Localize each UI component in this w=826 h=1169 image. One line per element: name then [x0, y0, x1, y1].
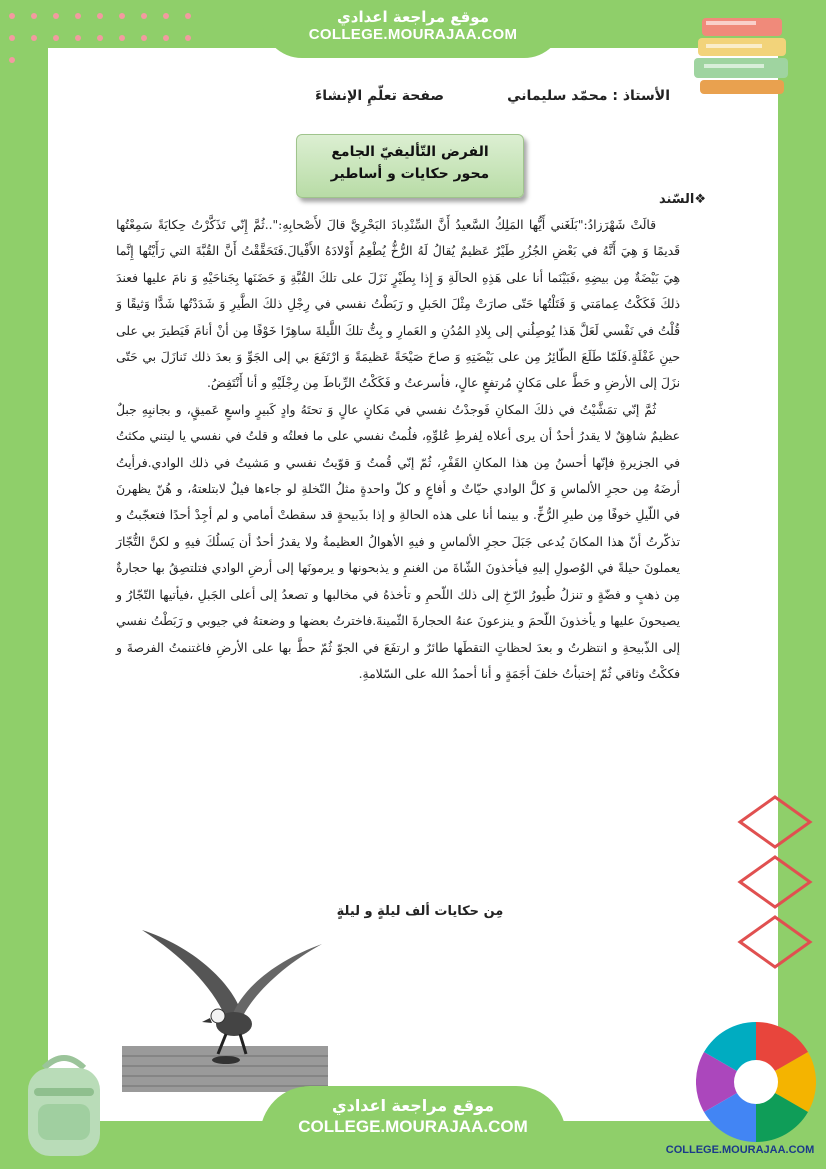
source-citation: مِن حكايات ألف ليلةٍ و ليلةٍ	[336, 904, 504, 919]
backpack-icon	[14, 1048, 114, 1160]
site-name: موقع مراجعة اعدادي	[337, 8, 489, 26]
paragraph-2: ثُمَّ إنّي تمَشَّيْتُ في ذلكَ المكانِ فَوجدْتُ نفسي في مَكانٍ عالٍ وَ تحتَهُ وادٍ كَبيرٍ واسعٍ عَميقٍ، و بجانبِهِ جبلٌ عظيمٌ شاهِقٌ لا يقدرُ أحدٌ أن يرى أعلاه لِفرطِ عُلوِّهِ، فلُمتُ نفسي على ما فعلتُه و قلتُ في نفسي يا ليتني مكثتُ في الجزيرةِ فإنّها أحسنُ مِن هذا المكانِ القَفْرِ، ثُمّ إنّي قُمتُ وَ قوّيتُ نفسي و مَشيتُ في ذلك الوادي.فرأيتُ أرضَهُ مِن حجرِ الألماسِ وَ كلَّ الوادي حيّاتٌ و أفاعٍ و كلّ واحدةٍ مثلُ النّخلةِ لو جاءها فيلٌ لابتلعتهُ، و هُنّ يظهرنَ في اللّيلِ خوفًا مِن طيرِ الرُّخِّ. و بينما أنا على هذه الحالةِ و إذا بذَبيحةٍ قد سقطتْ أمامي و لم أجِدْ أحدًا فتعجّبتُ و تذكّرتُ أنّ هذا المكانَ يُدعى جَبَلَ حجرِ الألماسِ و فيهِ الأهوالُ العظيمةُ ولا يقدرُ أحدٌ أن يَسلُكَ فيهِ و لكنَّ التُّجّارَ يعملونَ حيلةً في الوُصولِ إليهِ فيأخذونَ الشّاةَ من الغنمِ و يذبحونها و يرمونَها إلى أرضِ الوادي فتلتصِقُ بها حجارةٌ مِن ذهبٍ و فضّةٍ و تنزلُ طُيورُ الرّخِ إلى ذلك اللّحمِ و تأخذهُ في مخالبها و تصعدُ إلى أعلى الجَبلِ ،فيأتيها التّجّارُ و يصيحونَ عليها و يأخذونَ اللّحمَ و ينزعونَ عنهُ الحجارةَ الثّمينةَ.فاخترتُ بعضها و وضعتهُ في جيوبي و رَبَطْتُ نفسي إلى الذّبيحةِ و انتظرتُ و بعدَ لحظاتٍ التقطَها طائرٌ و ارتفَعَ في الجوّ ثُمّ حطَّ بها على الأرضِ فاغتنمتُ الفرصةَ و فككْتُ وثاقي ثُمّ إختبأتُ خلفَ أجَمَةٍ و أنا أحمدُ الله على السّلامةِ.	[116, 402, 680, 681]
site-badge-bottom[interactable]	[260, 1086, 566, 1156]
assignment-title: الفرض التّأليفيّ الجامع	[331, 144, 489, 160]
paragraph-1: قالَتْ شَهْرَزادُ:"بَلَغَني أَيُّها المَلِكُ السَّعيدُ أَنَّ السِّنْدِبادَ البَحْرِيَّ قالَ لأَصْحابِهِ:"..ثُمَّ إِنّي تَذَكَّرْتُ حِكايَةً سَمِعْتُها قَديمًا وَ هِيَ أَنَّهُ في بَعْضِ الجُزُرِ طَيْرٌ عَظيمٌ يُقالُ لَهُ الرُّخُّ يُطْعِمُ أَوْلادَهُ الأَفْيالَ.فَتَحَقَّقْتُ أَنَّ القُبَّةَ التي رَأَيْتُها إِنَّما هِيَ بَيْضَةٌ مِن بيضِهِ ،فَبَيْنَما أنا على هَذِهِ الحالَةِ وَ إِذا بِطَيْرٍ نَزَلَ على تلكَ القُبَّةِ وَ حَضَنَها بِجَناحَيْهِ وَ نامَ عليها فعندَ ذلكَ فَكَكْتُ عِمامَتي وَ فَتَلْتُها حَتّى صارَتْ مِثْلَ الحَبلِ و رَبَطْتُ نفسي في رِجْلِ ذلكَ الطَّيرِ وَ شَدَدْتُها شَدًّا وَثيقًا وَ قُلْتُ في نَفْسي لَعَلَّ هَذا يُوصِلُني إلى بِلادِ المُدُنِ و العَمارِ و بِتُّ تلكَ اللَّيلةَ ساهِرًا خَوْفًا مِن أنْ أنامَ فَيَطيرَ بي على حينِ غَفْلَةٍ.فَلَمّا طَلَعَ الطّائِرُ مِن على بَيْضَتِهِ وَ صاحَ صَيْحَةً عَظيمَةً وَ ارْتَفَعَ بي إلى الجَوِّ وَ بعدَ ذلك تَنازَلَ بي حَتّى نزَلَ إلى الأرضِ و حَطَّ على مَكانٍ مُرتفعٍ عالٍ، فأسرعتُ و فَكَكْتُ الرِّباطَ مِن رِجْلَيْهِ و أنا أَنْتَفِضُ.	[116, 218, 680, 391]
site-url[interactable]: COLLEGE.MOURAJAA.COM	[308, 26, 518, 43]
assignment-theme: محور حكايات و أساطير	[330, 166, 490, 182]
header-row	[130, 88, 670, 112]
teacher-name: الأستاذ : محمّد سليماني	[507, 88, 670, 104]
site-url-bottom[interactable]: COLLEGE.MOURAJAA.COM	[298, 1117, 528, 1136]
decorative-dots	[4, 8, 194, 68]
assignment-title-box	[296, 134, 524, 198]
story-text	[116, 212, 680, 687]
books-icon	[692, 8, 802, 98]
eagle-illustration	[122, 926, 328, 1092]
education-wheel-icon	[696, 1022, 816, 1142]
footer-url[interactable]: COLLEGE.MOURAJAA.COM	[665, 1144, 815, 1156]
chevron-icon	[730, 792, 820, 992]
site-name-bottom: موقع مراجعة اعدادي	[331, 1096, 495, 1115]
right-border	[778, 0, 826, 1169]
section-label: ❖السّند	[658, 192, 706, 207]
page-title: صفحة تعلّمِ الإنشاءَ	[315, 88, 444, 104]
left-border	[0, 0, 48, 1169]
site-badge-top[interactable]	[262, 4, 564, 58]
